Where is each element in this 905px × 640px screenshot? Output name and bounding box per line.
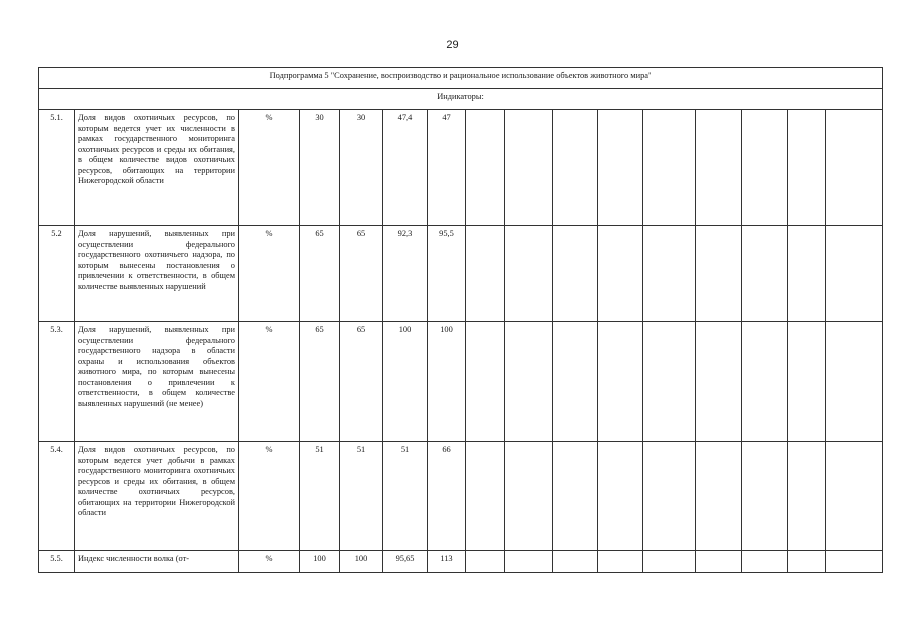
row-value: 65 — [300, 226, 340, 322]
row-value: 100 — [340, 551, 383, 573]
empty-cell — [788, 226, 826, 322]
empty-cell — [643, 442, 696, 551]
row-description: Доля видов охотничьих ресурсов, по которым ведется учет добычи в рамках государственного мониторинга охотничьих ресурсов и среды их обитания, в общем количестве охотничьих ресурсов, обитающих на территории Нижегородской области — [75, 442, 239, 551]
empty-cell — [466, 322, 505, 442]
empty-cell — [742, 442, 788, 551]
row-value: 51 — [383, 442, 428, 551]
row-value: 113 — [428, 551, 466, 573]
row-value: 95,65 — [383, 551, 428, 573]
row-description: Доля нарушений, выявленных при осуществлении федерального государственного надзора в области охраны и использования объектов животного мира, по которым вынесены постановления о привлечении к ответственности, в общем количестве выявленных нарушений (не менее) — [75, 322, 239, 442]
indicators-heading-row — [39, 89, 883, 110]
row-number: 5.4. — [39, 442, 75, 551]
row-unit: % — [239, 226, 300, 322]
empty-cell — [696, 110, 742, 226]
empty-cell — [505, 322, 553, 442]
indicators-heading: Индикаторы: — [39, 89, 883, 110]
row-description: Доля видов охотничьих ресурсов, по которым ведется учет их численности в рамках государственного мониторинга охотничьих ресурсов и среды их обитания, в общем количестве видов охотничьих ресурсов, обитающих на территории Нижегородской области — [75, 110, 239, 226]
row-value: 65 — [340, 322, 383, 442]
row-unit: % — [239, 322, 300, 442]
empty-cell — [466, 110, 505, 226]
empty-cell — [466, 442, 505, 551]
row-value: 65 — [300, 322, 340, 442]
row-value: 92,3 — [383, 226, 428, 322]
row-number: 5.1. — [39, 110, 75, 226]
empty-cell — [553, 110, 598, 226]
empty-cell — [553, 442, 598, 551]
indicators-table — [38, 67, 883, 573]
empty-cell — [696, 442, 742, 551]
empty-cell — [598, 551, 643, 573]
empty-cell — [696, 551, 742, 573]
row-number: 5.2 — [39, 226, 75, 322]
empty-cell — [553, 322, 598, 442]
table-row — [39, 322, 883, 442]
row-description: Доля нарушений, выявленных при осуществлении федерального государственного охотничьего надзора, по которым вынесены постановления о привлечении к ответственности, в общем количестве выявленных нарушений — [75, 226, 239, 322]
row-value: 30 — [340, 110, 383, 226]
empty-cell — [553, 226, 598, 322]
empty-cell — [826, 442, 883, 551]
row-value: 66 — [428, 442, 466, 551]
empty-cell — [742, 322, 788, 442]
row-value: 100 — [300, 551, 340, 573]
empty-cell — [505, 110, 553, 226]
row-description: Индекс численности волка (от- — [75, 551, 239, 573]
table-row — [39, 226, 883, 322]
row-value: 47 — [428, 110, 466, 226]
row-value: 51 — [300, 442, 340, 551]
row-value: 100 — [383, 322, 428, 442]
empty-cell — [826, 110, 883, 226]
empty-cell — [643, 551, 696, 573]
empty-cell — [696, 322, 742, 442]
subprogram-title-row — [39, 68, 883, 89]
empty-cell — [553, 551, 598, 573]
empty-cell — [505, 551, 553, 573]
row-number: 5.3. — [39, 322, 75, 442]
row-value: 30 — [300, 110, 340, 226]
subprogram-title: Подпрограмма 5 "Сохранение, воспроизводство и рациональное использование объектов животного мира" — [39, 68, 883, 89]
empty-cell — [788, 442, 826, 551]
empty-cell — [598, 226, 643, 322]
empty-cell — [788, 551, 826, 573]
empty-cell — [788, 110, 826, 226]
empty-cell — [742, 110, 788, 226]
page-number: 29 — [446, 39, 459, 51]
empty-cell — [826, 551, 883, 573]
row-value: 51 — [340, 442, 383, 551]
empty-cell — [742, 226, 788, 322]
row-value: 47,4 — [383, 110, 428, 226]
row-value: 95,5 — [428, 226, 466, 322]
row-number: 5.5. — [39, 551, 75, 573]
row-unit: % — [239, 110, 300, 226]
table-row — [39, 551, 883, 573]
row-unit: % — [239, 551, 300, 573]
table-row — [39, 442, 883, 551]
table-row — [39, 110, 883, 226]
empty-cell — [643, 322, 696, 442]
empty-cell — [742, 551, 788, 573]
empty-cell — [505, 442, 553, 551]
empty-cell — [598, 322, 643, 442]
empty-cell — [505, 226, 553, 322]
empty-cell — [643, 110, 696, 226]
row-value: 100 — [428, 322, 466, 442]
empty-cell — [466, 551, 505, 573]
empty-cell — [466, 226, 505, 322]
row-value: 65 — [340, 226, 383, 322]
empty-cell — [788, 322, 826, 442]
empty-cell — [598, 442, 643, 551]
empty-cell — [643, 226, 696, 322]
empty-cell — [826, 322, 883, 442]
row-unit: % — [239, 442, 300, 551]
empty-cell — [696, 226, 742, 322]
empty-cell — [598, 110, 643, 226]
empty-cell — [826, 226, 883, 322]
